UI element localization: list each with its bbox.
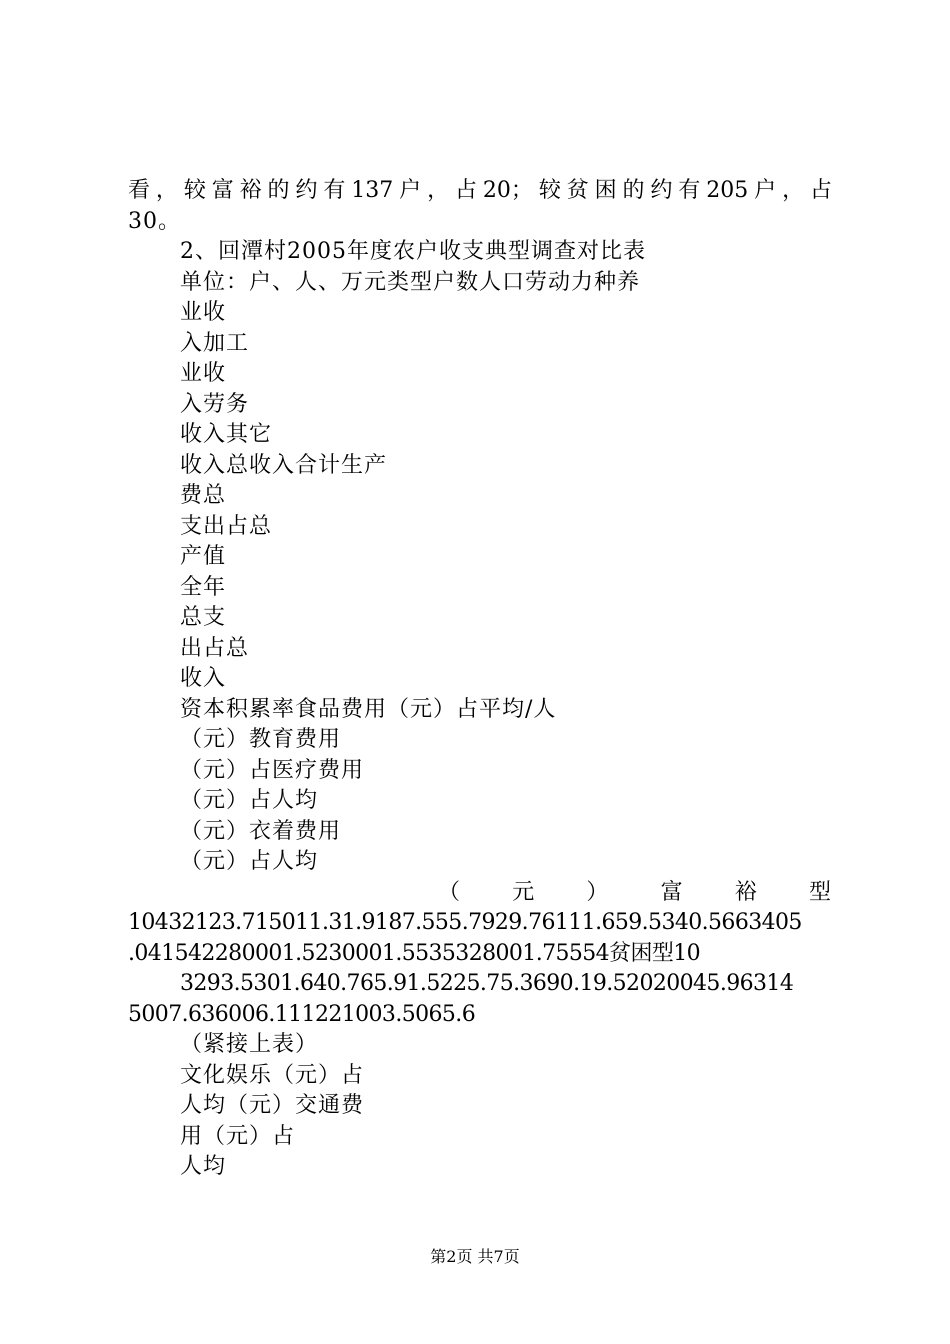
text-line: （元）衣着费用 bbox=[180, 818, 342, 844]
text-line: 总支 bbox=[180, 605, 227, 630]
text-line: 费总 bbox=[180, 483, 227, 508]
text-line: （元）占人均 bbox=[180, 788, 319, 813]
spread-char: 型 bbox=[808, 879, 832, 905]
text-line: 业收 bbox=[180, 361, 227, 386]
page-footer: 第2页 共7页 bbox=[430, 1247, 520, 1266]
text-line: （元）占人均 bbox=[180, 849, 319, 874]
text-line: 2、回潭村2005年度农户收支典型调查对比表 bbox=[180, 239, 646, 264]
document-body bbox=[128, 176, 832, 1183]
text-line: 收入其它 bbox=[180, 422, 273, 447]
text-line: 资本积累率食品费用（元）占平均/人 bbox=[180, 696, 557, 722]
text-line: 业收 bbox=[180, 300, 227, 325]
text-line: 单位：户、人、万元类型户数人口劳动力种养 bbox=[180, 269, 641, 295]
spread-char: ） bbox=[586, 879, 610, 905]
text-line: 全年 bbox=[180, 574, 227, 600]
text-line: （元）占医疗费用 bbox=[180, 757, 365, 783]
text-line: （紧接上表） bbox=[180, 1032, 319, 1057]
number-line: 5007.636006.111221003.5065.6 bbox=[128, 1001, 476, 1027]
text-line: 出占总 bbox=[180, 635, 250, 661]
text-line: （元）教育费用 bbox=[180, 727, 342, 752]
text-line: 产值 bbox=[180, 544, 227, 569]
text-line: 看，较富裕的约有137户，占20；较贫困的约有205户，占 bbox=[128, 178, 832, 203]
spread-heading-line bbox=[128, 878, 832, 909]
main-paragraph-lines bbox=[128, 176, 832, 878]
numeric-table-lines bbox=[128, 908, 832, 1030]
number-line: .041542280001.5230001.5535328001.75554贫困型10 bbox=[128, 940, 701, 966]
text-line: 人均（元）交通费 bbox=[180, 1093, 365, 1118]
text-line: 入加工 bbox=[180, 330, 250, 356]
spread-char: 元 bbox=[512, 879, 536, 905]
text-line: 入劳务 bbox=[180, 391, 250, 417]
text-line: 支出占总 bbox=[180, 513, 273, 539]
text-line: 30。 bbox=[128, 208, 181, 234]
text-line: 人均 bbox=[180, 1154, 227, 1179]
text-line: 收入总收入合计生产 bbox=[180, 452, 388, 478]
text-line: 用（元）占 bbox=[180, 1123, 296, 1149]
number-line: 10432123.715011.31.9187.555.7929.76111.659.5340.5663405 bbox=[128, 910, 802, 935]
spread-char: 裕 bbox=[734, 879, 758, 905]
number-line: 3293.5301.640.765.91.5225.75.3690.19.52020045.96314 bbox=[180, 971, 794, 996]
spread-char: 富 bbox=[660, 879, 684, 905]
text-line: 文化娱乐（元）占 bbox=[180, 1062, 365, 1088]
text-line: 收入 bbox=[180, 666, 227, 691]
spread-char: （ bbox=[438, 879, 462, 905]
continued-table-lines bbox=[128, 1030, 832, 1183]
